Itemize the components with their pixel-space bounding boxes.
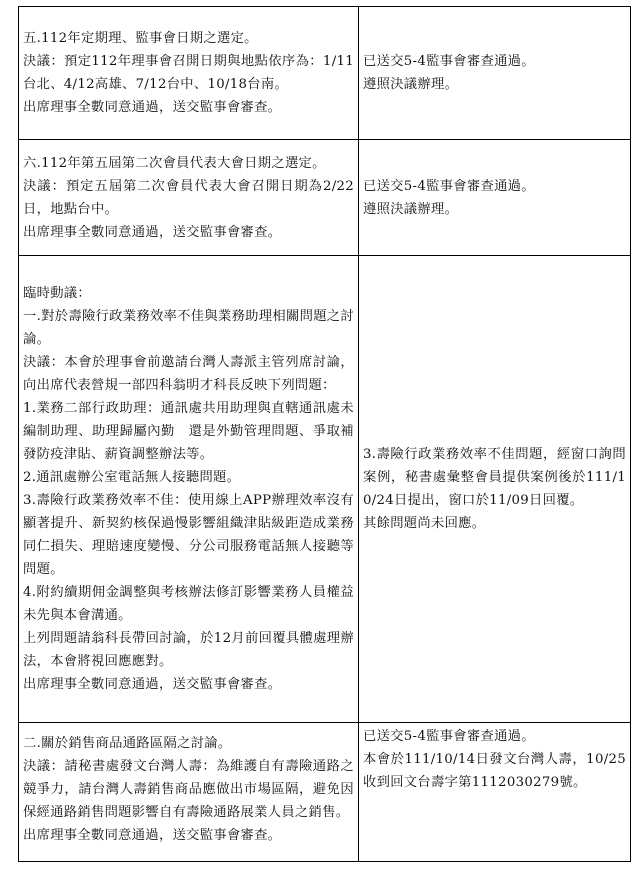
resolution-text: 決議：預定五屆第二次會員代表大會召開日期為2/22日，地點台中。	[23, 178, 354, 217]
table-row	[19, 256, 631, 723]
table-row	[19, 7, 631, 140]
resolution-cell	[19, 256, 359, 723]
status-text: 已送交5-4監事會審查通過。	[363, 729, 535, 744]
status-cell	[359, 723, 631, 862]
status-text: 3.壽險行政業務效率不佳問題，經窗口詢問案例，秘書處彙整會員提供案例後於111/10/24日提出，窗口於11/09日回覆。	[363, 447, 626, 508]
status-cell	[359, 7, 631, 140]
resolution-text: 決議：請秘書處發文台灣人壽：為維護自有壽險通路之競爭力，請台灣人壽銷售商品應做出市場區隔，避免因保經通路銷售問題影響自有壽險通路展業人員之銷售。	[23, 758, 354, 820]
status-text: 已送交5-4監事會審查通過。	[363, 178, 535, 194]
resolution-text: 二.關於銷售商品通路區隔之討論。	[23, 735, 232, 751]
status-text: 已送交5-4監事會審查通過。	[363, 54, 535, 69]
resolution-text: 臨時動議：	[23, 286, 91, 301]
resolution-text: 出席理事全數同意通過，送交監事會審查。	[23, 224, 282, 240]
resolution-text: 出席理事全數同意通過，送交監事會審查。	[23, 827, 282, 843]
resolution-cell	[19, 140, 359, 256]
status-text: 遵照決議辦理。	[363, 201, 459, 217]
resolution-cell	[19, 723, 359, 862]
resolution-text: 3.壽險行政業務效率不佳：使用線上APP辦理效率沒有顯著提升、新契約核保過慢影響組織津貼級距造成業務同仁損失、理賠速度變慢、分公司服務電話無人接聽等問題。	[23, 493, 354, 577]
resolution-text: 上列問題請翁科長帶回討論，於12月前回覆具體處理辦法，本會將視回應應對。	[23, 631, 354, 669]
resolution-text: 出席理事全數同意通過，送交監事會審查。	[23, 100, 282, 115]
resolutions-table	[18, 6, 631, 862]
status-cell	[359, 256, 631, 723]
resolution-text: 決議：預定112年理事會召開日期與地點依序為：1/11台北、4/12高雄、7/12台中、10/18台南。	[23, 54, 354, 92]
status-cell	[359, 140, 631, 256]
status-text: 遵照決議辦理。	[363, 77, 459, 92]
resolution-text: 1.業務二部行政助理：通訊處共用助理與直轄通訊處未編制助理、助理歸屬內勤 還是外勤管理問題、爭取補發防疫津貼、薪資調整辦法等。	[23, 401, 354, 462]
resolution-text: 出席理事全數同意通過，送交監事會審查。	[23, 677, 282, 692]
resolution-text: 4.附約續期佣金調整與考核辦法修訂影響業務人員權益未先與本會溝通。	[23, 585, 354, 623]
resolution-text: 2.通訊處辦公室電話無人接聽問題。	[23, 470, 241, 485]
status-text: 其餘問題尚未回應。	[363, 516, 486, 531]
resolution-text: 五.112年定期理、監事會日期之選定。	[23, 31, 258, 46]
table-row	[19, 723, 631, 862]
resolution-text: 一.對於壽險行政業務效率不佳與業務助理相關問題之討論。	[23, 309, 354, 347]
status-text: 本會於111/10/14日發文台灣人壽，10/25收到回文台壽字第1112030279號。	[363, 752, 626, 790]
resolution-text: 決議：本會於理事會前邀請台灣人壽派主管列席討論，向出席代表營規一部四科翁明才科長反映下列問題：	[23, 355, 354, 393]
resolution-text: 六.112年第五屆第二次會員代表大會日期之選定。	[23, 155, 326, 171]
table-row	[19, 140, 631, 256]
resolution-cell	[19, 7, 359, 140]
